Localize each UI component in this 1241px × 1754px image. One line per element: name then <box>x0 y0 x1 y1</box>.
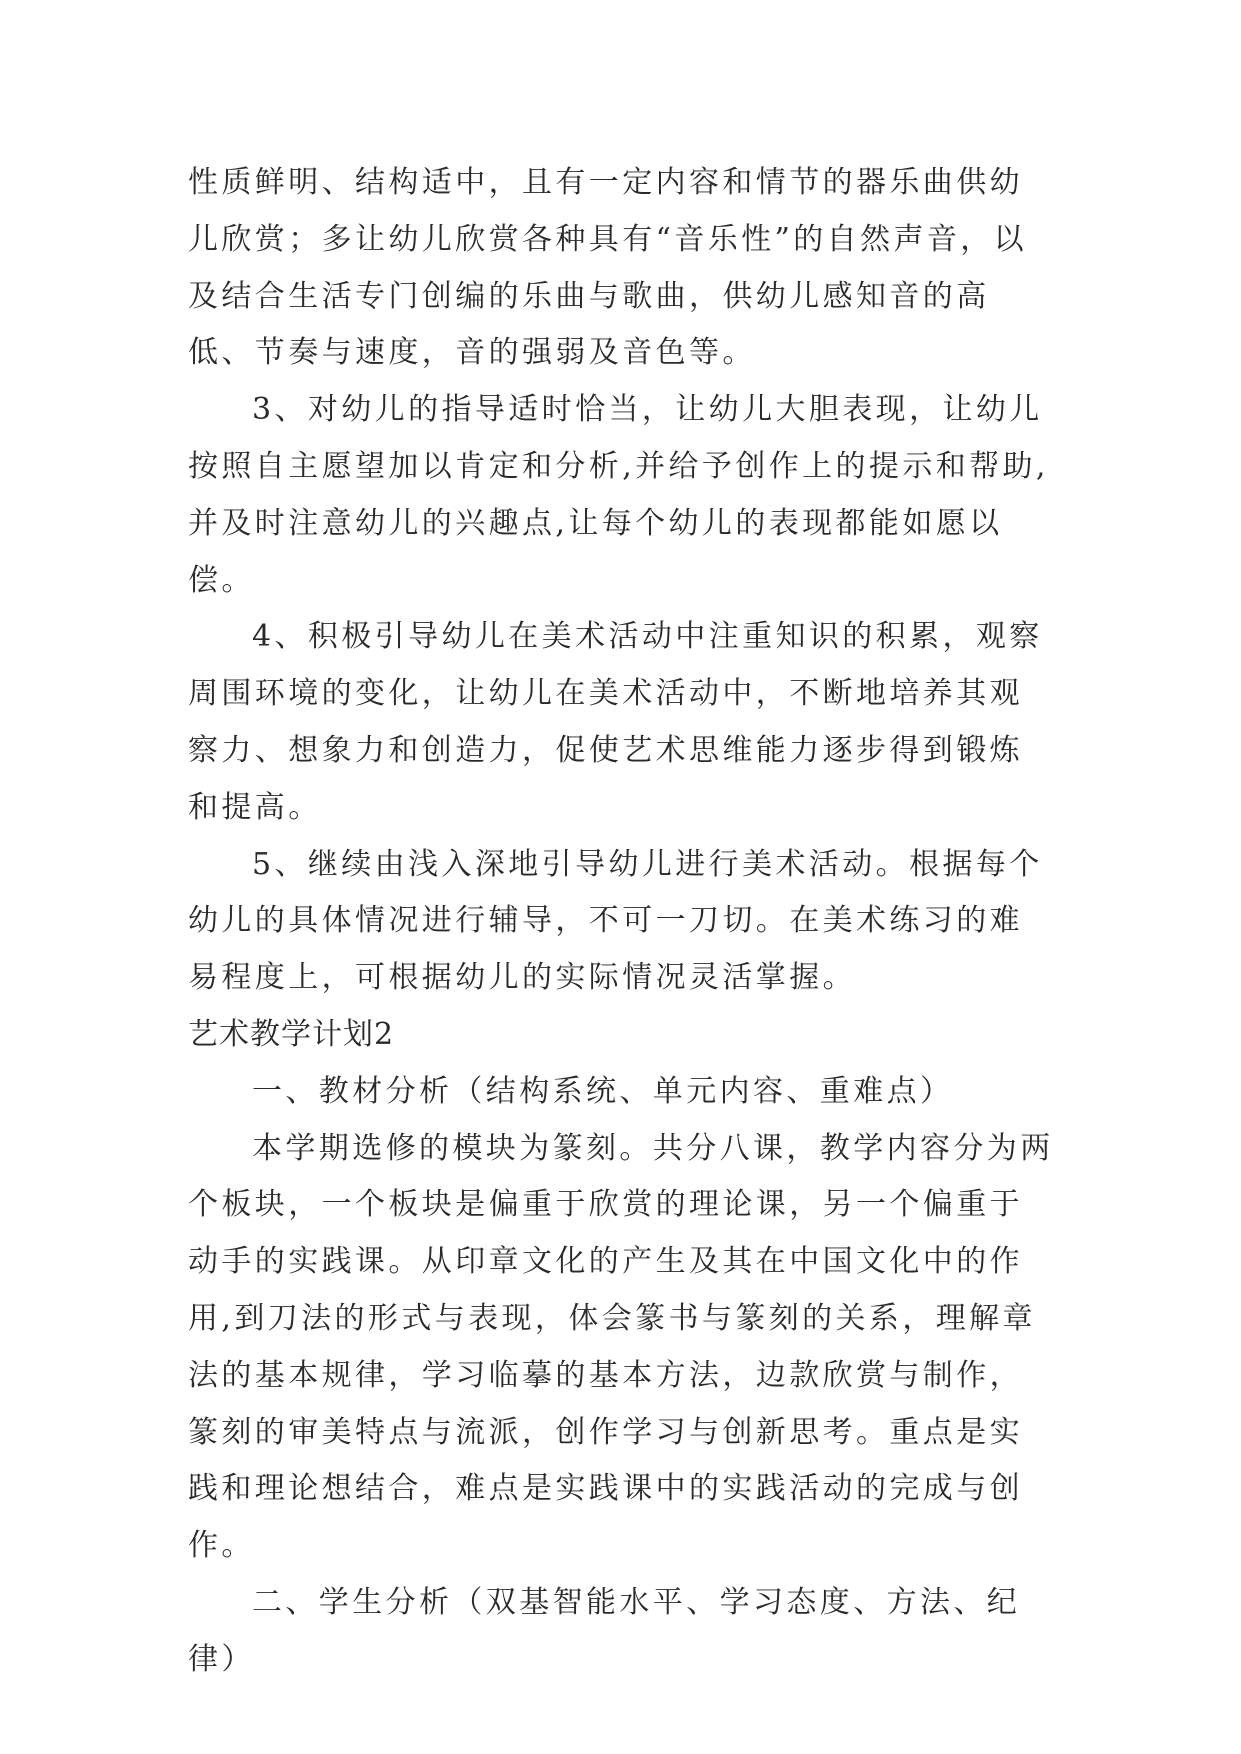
paragraph-music-appreciation: 性质鲜明、结构适中，且有一定内容和情节的器乐曲供幼儿欣赏；多让幼儿欣赏各种具有“音乐性”的自然声音，以及结合生活专门创编的乐曲与歌曲，供幼儿感知音的高低、节奏与速度，音的强弱及音色等。 <box>188 165 1028 371</box>
heading-student-analysis: 二、学生分析（双基智能水平、学习态度、方法、纪律） <box>188 1584 1021 1677</box>
section-title: 艺术教学计划2 <box>188 1016 395 1052</box>
paragraph-textbook-analysis: 本学期选修的模块为篆刻。共分八课，教学内容分为两个板块，一个板块是偏重于欣赏的理论课，另一个偏重于动手的实践课。从印章文化的产生及其在中国文化中的作用,到刀法的形式与表现，体会篆书与篆刻的关系，理解章法的基本规律，学习临摹的基本方法，边款欣赏与制作，篆刻的审美特点与流派，创作学习与创新思考。重点是实践和理论想结合，难点是实践课中的实践活动的完成与创作。 <box>188 1130 1054 1564</box>
paragraph-item-4: 4、积极引导幼儿在美术活动中注重知识的积累，观察周围环境的变化，让幼儿在美术活动中，不断地培养其观察力、想象力和创造力，促使艺术思维能力逐步得到锻炼和提高。 <box>188 619 1043 825</box>
paragraph-item-3: 3、对幼儿的指导适时恰当，让幼儿大胆表现，让幼儿按照自主愿望加以肯定和分析,并给予创作上的提示和帮助,并及时注意幼儿的兴趣点,让每个幼儿的表现都能如愿以偿。 <box>188 392 1049 598</box>
document-body <box>188 155 1054 1689</box>
paragraph-item-5: 5、继续由浅入深地引导幼儿进行美术活动。根据每个幼儿的具体情况进行辅导，不可一刀切。在美术练习的难易程度上，可根据幼儿的实际情况灵活掌握。 <box>188 846 1043 996</box>
heading-textbook-analysis: 一、教材分析（结构系统、单元内容、重难点） <box>252 1073 954 1109</box>
